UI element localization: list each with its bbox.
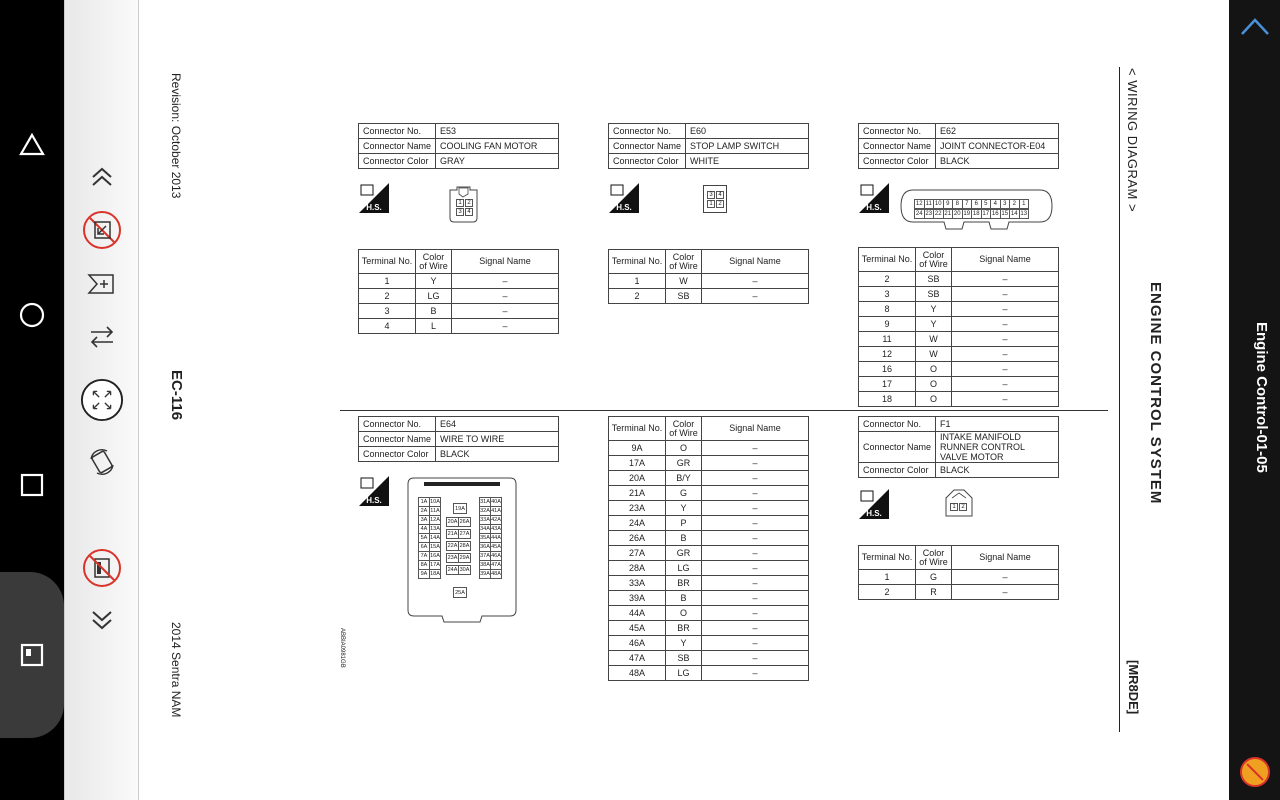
pin-cell: 12A [430,517,440,523]
table-row: 12 W – [859,347,1059,362]
pin-cell: 33A [480,517,490,523]
pin-cell: 19 [963,211,971,217]
system-title: ENGINE CONTROL SYSTEM [1147,282,1164,505]
section-divider [340,410,1108,411]
pin-cell: 4 [990,199,1001,209]
table-row: 8 Y – [859,302,1059,317]
pin-cell: 48A [491,571,501,577]
pin-cell: 18A [430,571,440,577]
pin-cell: 46A [491,553,501,559]
chevron-up-icon[interactable] [1239,12,1271,40]
pin-cell: 13A [430,526,440,532]
pin-cell: 3A [418,515,430,525]
terminal-table-e53: Terminal No. Color of Wire Signal Name 1 Y – 2 LG – 3 B – 4 L – [358,249,559,334]
recents-square-icon[interactable] [12,465,52,505]
figure-id: ABBIA0981GB [339,628,345,668]
pin-cell: 1A [418,497,430,507]
no-exit-icon[interactable] [80,208,124,252]
terminal-table-f1: Terminal No. Color of Wire Signal Name 1 G – 2 R – [858,545,1059,600]
pin-cell: 17 [982,211,990,217]
pin-cell: 38A [480,562,490,568]
pin-cell: 6A [418,542,430,552]
connector-face-e62 [899,188,1054,232]
revision-label: Revision: October 2013 [169,73,183,199]
table-row: 2 LG – [359,289,559,304]
table-row: 2 SB – [859,272,1059,287]
pin-cell: 8A [418,560,430,570]
pin-cell: 39A [480,571,490,577]
connector-info-f1: Connector No. F1 Connector Name INTAKE MANIFOLD RUNNER CONTROL VALVE MOTOR Connector Color BLACK [858,416,1059,478]
table-row: 3 SB – [859,287,1059,302]
pin-cell: 24 [915,211,923,217]
pin-cell: 22A [447,543,458,549]
svg-text:H.S.: H.S. [866,203,882,212]
table-row: 1 Y – [359,274,559,289]
table-row: 20A B/Y – [609,471,809,486]
pin-cell: 2A [418,506,430,516]
pin-cell: 44A [491,535,501,541]
pin-cell: 31A [480,499,490,505]
connector-info-e64: Connector No. E64 Connector Name WIRE TO WIRE Connector Color BLACK [358,416,559,462]
pin-cell: 12 [915,201,923,207]
system-nav-bar [0,0,64,800]
table-row: 9A O – [609,441,809,456]
pin-cell: 16 [991,211,999,217]
back-triangle-icon[interactable] [12,125,52,165]
pin-cell: 2 [1009,199,1020,209]
add-page-icon[interactable] [80,262,124,306]
fullscreen-icon[interactable] [80,378,124,422]
pin-cell: 26A [459,519,470,525]
connector-info-e62: Connector No. E62 Connector Name JOINT CONNECTOR-E04 Connector Color BLACK [858,123,1059,169]
table-row: 9 Y – [859,317,1059,332]
pin-cell: 35A [480,535,490,541]
pin-cell: 9 [943,199,954,209]
pin-cell: 30A [459,567,470,573]
connector-face-e60: 3 4 1 2 [703,185,727,213]
terminal-table-e64: Terminal No. Color of Wire Signal Name 9A O – 17A GR – 20A B/Y – 21A G – 23A Y – 24A P – 26A B – 27A GR – 28A LG – 33A BR – 39A B – 44A O – 45A BR – 46A Y – 47A SB – 48A LG – [608,416,809,681]
harness-side-icon [859,183,889,213]
pin-cell: 14A [430,535,440,541]
table-row: 44A O – [609,606,809,621]
pin-cell: 17A [430,562,440,568]
double-chevron-down-icon[interactable] [80,598,124,642]
table-row: 24A P – [609,516,809,531]
pin-cell: 47A [491,562,501,568]
table-row: 21A G – [609,486,809,501]
table-row: 1 G – [859,570,1059,585]
table-row: 4 L – [359,319,559,334]
pin-cell: 13 [1020,211,1028,217]
pin-cell: 20 [953,211,961,217]
pin-cell: 24A [447,567,458,573]
table-row: 23A Y – [609,501,809,516]
pin-cell: 11A [430,508,440,514]
engine-code: [MR8DE] [1126,660,1141,715]
table-row: 33A BR – [609,576,809,591]
right-sidebar [1229,0,1280,800]
pin-cell: 7A [418,551,430,561]
pin-cell: 4A [418,524,430,534]
pin-cell: 23A [447,555,458,561]
harness-side-icon [359,183,389,213]
pin-cell: 15 [1001,211,1009,217]
harness-side-icon [359,476,389,506]
document-page [139,0,1229,800]
pin-cell: 11 [924,199,935,209]
pin-cell: 9A [418,569,430,579]
connector-face-f1: 1 2 [944,488,974,518]
pin-cell: 34A [480,526,490,532]
terminal-table-e60: Terminal No. Color of Wire Signal Name 1 W – 2 SB – [608,249,809,304]
pin-cell: 10 [934,201,942,207]
harness-side-icon [609,183,639,213]
pin-cell: 45A [491,544,501,550]
header-rule [1119,67,1120,732]
connector-face-e53: 1 2 3 4 [447,184,480,224]
pin-cell: 20A [447,519,458,525]
pin-cell: 28A [459,543,470,549]
swap-arrows-icon[interactable] [80,315,124,359]
no-split-icon[interactable] [80,546,124,590]
pin-cell: 8 [952,199,963,209]
table-row: 16 O – [859,362,1059,377]
bookmark-icon[interactable] [12,635,52,675]
pin-cell: 14 [1010,211,1018,217]
warning-badge-icon[interactable] [1239,756,1271,788]
pin-cell: 21 [944,211,952,217]
harness-side-icon [859,489,889,519]
table-row: 2 SB – [609,289,809,304]
pin-cell: 23 [925,211,933,217]
pin-cell: 16A [430,553,440,559]
table-row: 47A SB – [609,651,809,666]
pin-cell: 3 [1000,199,1011,209]
table-row: 46A Y – [609,636,809,651]
table-row: 17 O – [859,377,1059,392]
connector-info-e60: Connector No. E60 Connector Name STOP LAMP SWITCH Connector Color WHITE [608,123,809,169]
pin-cell: 15A [430,544,440,550]
pin-cell: 22 [934,211,942,217]
table-row: 11 W – [859,332,1059,347]
doc-section-label: < WIRING DIAGRAM > [1125,68,1140,213]
pin-cell: 32A [480,508,490,514]
double-chevron-up-icon[interactable] [80,155,124,199]
table-row: 3 B – [359,304,559,319]
pin-cell: 10A [430,499,440,505]
pin-cell: 7 [962,199,973,209]
svg-text:H.S.: H.S. [366,203,382,212]
rotate-icon[interactable] [80,440,124,484]
pin-cell: 21A [447,531,458,537]
table-row: 1 W – [609,274,809,289]
table-row: 26A B – [609,531,809,546]
table-row: 45A BR – [609,621,809,636]
pin-cell: 1 [1019,199,1030,209]
pin-cell: 5 [981,199,992,209]
vehicle-label: 2014 Sentra NAM [169,622,183,718]
connector-face-e64: 1A 10A 2A 11A 3A 12A 4A 13A 5A 14A 6A 15A 7A 16A 8A 17A 9A 18A 19A 20A 26A 21A 27A 22A 28A 23A 29A 24A 30A 25A 31A 40A 32A 41A 33A 42A 34A 43A 35A 44A 36A 45A 37A 46A 38A 47A 39A 48A [406,476,518,624]
connector-info-e53: Connector No. E53 Connector Name COOLING FAN MOTOR Connector Color GRAY [358,123,559,169]
table-row: 2 R – [859,585,1059,600]
viewer-toolbar [64,0,139,800]
pin-cell: 18 [972,211,980,217]
pin-cell: 36A [480,544,490,550]
pin-cell: 40A [491,499,501,505]
pin-cell: 43A [491,526,501,532]
pin-cell: 41A [491,508,501,514]
svg-text:H.S.: H.S. [616,203,632,212]
home-circle-icon[interactable] [12,295,52,335]
pin-cell: 6 [971,199,982,209]
table-row: 39A B – [609,591,809,606]
table-row: 48A LG – [609,666,809,681]
table-row: 28A LG – [609,561,809,576]
table-row: 17A GR – [609,456,809,471]
terminal-table-e62: Terminal No. Color of Wire Signal Name 2 SB – 3 SB – 8 Y – 9 Y – 11 W – 12 W – 16 O – 17 O – 18 O – [858,247,1059,407]
page-number: EC-116 [168,370,185,421]
document-title: Engine Control-01-05 [1253,322,1270,473]
svg-text:H.S.: H.S. [366,496,382,505]
pin-cell: 42A [491,517,501,523]
table-row: 27A GR – [609,546,809,561]
table-row: 18 O – [859,392,1059,407]
svg-text:H.S.: H.S. [866,509,882,518]
pin-cell: 27A [459,531,470,537]
pin-cell: 29A [459,555,470,561]
pin-cell: 5A [418,533,430,543]
pin-cell: 37A [480,553,490,559]
